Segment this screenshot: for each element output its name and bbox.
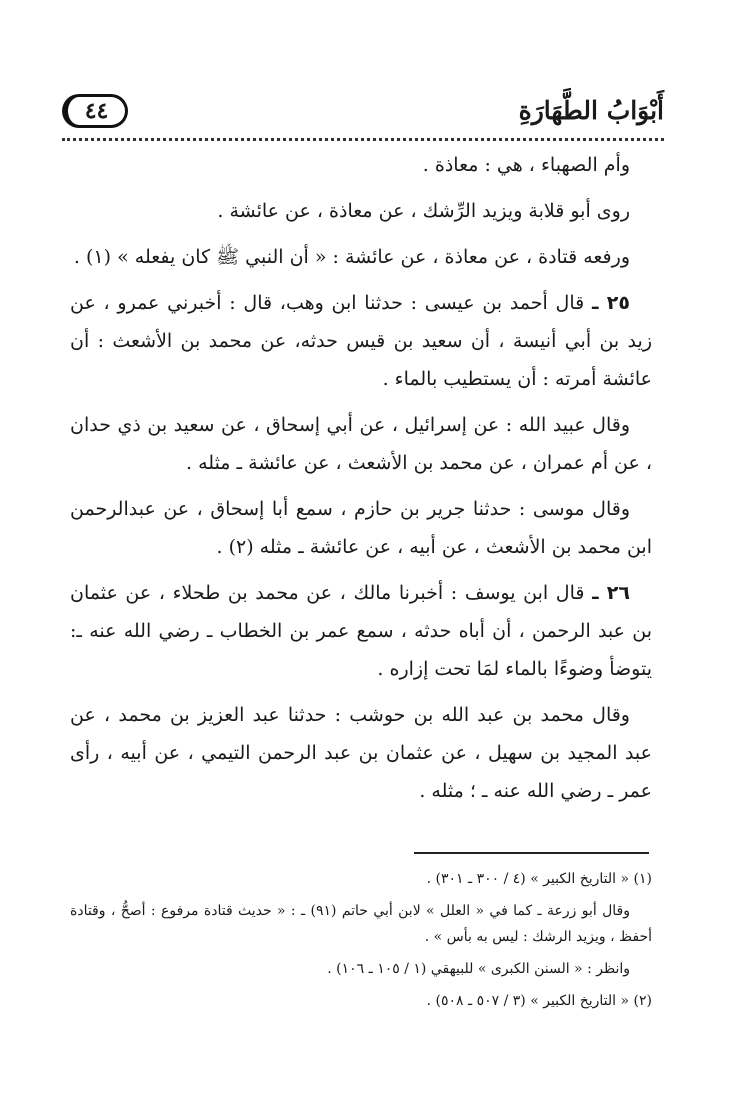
hadith-26 bbox=[70, 574, 652, 688]
paragraph-3: ورفعه قتادة ، عن معاذة ، عن عائشة : « أن النبي ﷺ كان يفعله » (١) . bbox=[73, 246, 630, 268]
paragraph-2: روى أبو قلابة ويزيد الرِّشك ، عن معاذة ، عن عائشة . bbox=[217, 200, 630, 222]
footnote-1-see-also: وانظر : « السنن الكبرى » للبيهقي (١ / ١٠٥ ـ ١٠٦) . bbox=[327, 961, 630, 977]
main-text bbox=[70, 146, 652, 818]
paragraph-8: وقال محمد بن عبد الله بن حوشب : حدثنا عبد العزيز بن محمد ، عن عبد المجيد بن سهيل ، عن عثمان بن عبد الرحمن التيمي ، عن أبيه ، رأى عمر ـ رضي الله عنه ـ ؛ مثله . bbox=[70, 704, 652, 802]
hadith-number: ٢٦ ـ bbox=[592, 582, 630, 604]
paragraph-6: وقال موسى : حدثنا جرير بن حازم ، سمع أبا إسحاق ، عن عبدالرحمن ابن محمد بن الأشعث ، عن أبيه ، عن عائشة ـ مثله (٢) . bbox=[70, 498, 652, 558]
hadith-number: ٢٥ ـ bbox=[591, 292, 630, 314]
footnote-1-note: وقال أبو زرعة ـ كما في « العلل » لابن أبي حاتم (٩١) ـ : « حديث قتادة مرفوع : أصحُّ ، وقتادة أحفظ ، ويزيد الرشك : ليس به بأس » . bbox=[70, 903, 652, 945]
page-header bbox=[62, 92, 664, 136]
footnote-1: (١) « التاريخ الكبير » (٤ / ٣٠٠ ـ ٣٠١) . bbox=[426, 871, 652, 887]
hadith-text: قال ابن يوسف : أخبرنا مالك ، عن محمد بن طحلاء ، عن عثمان بن عبد الرحمن ، أن أباه حدثه ، سمع عمر بن الخطاب ـ رضي الله عنه ـ: يتوضأ وضوءًا بالماء لمَا تحت إزاره . bbox=[70, 582, 652, 680]
paragraph-1: وأم الصهباء ، هي : معاذة . bbox=[422, 154, 630, 176]
running-title: أَبْوَابُ الطَّهَارَةِ bbox=[518, 96, 664, 125]
footnotes bbox=[70, 866, 652, 1020]
paragraph-5: وقال عبيد الله : عن إسرائيل ، عن أبي إسحاق ، عن سعيد بن ذي حدان ، عن أم عمران ، عن محمد بن الأشعث ، عن عائشة ـ مثله . bbox=[70, 414, 652, 474]
hadith-text: قال أحمد بن عيسى : حدثنا ابن وهب، قال : أخبرني عمرو ، عن زيد بن أبي أنيسة ، أن سعيد بن قيس حدثه، عن محمد بن الأشعث : أن عائشة أمرته : أن يستطيب بالماء . bbox=[70, 292, 652, 390]
footnote-2: (٢) « التاريخ الكبير » (٣ / ٥٠٧ ـ ٥٠٨) . bbox=[426, 993, 652, 1009]
hadith-25 bbox=[70, 284, 652, 398]
footnote-divider bbox=[414, 852, 649, 854]
header-divider bbox=[62, 138, 664, 141]
page-number: ٤٤ bbox=[62, 94, 128, 128]
